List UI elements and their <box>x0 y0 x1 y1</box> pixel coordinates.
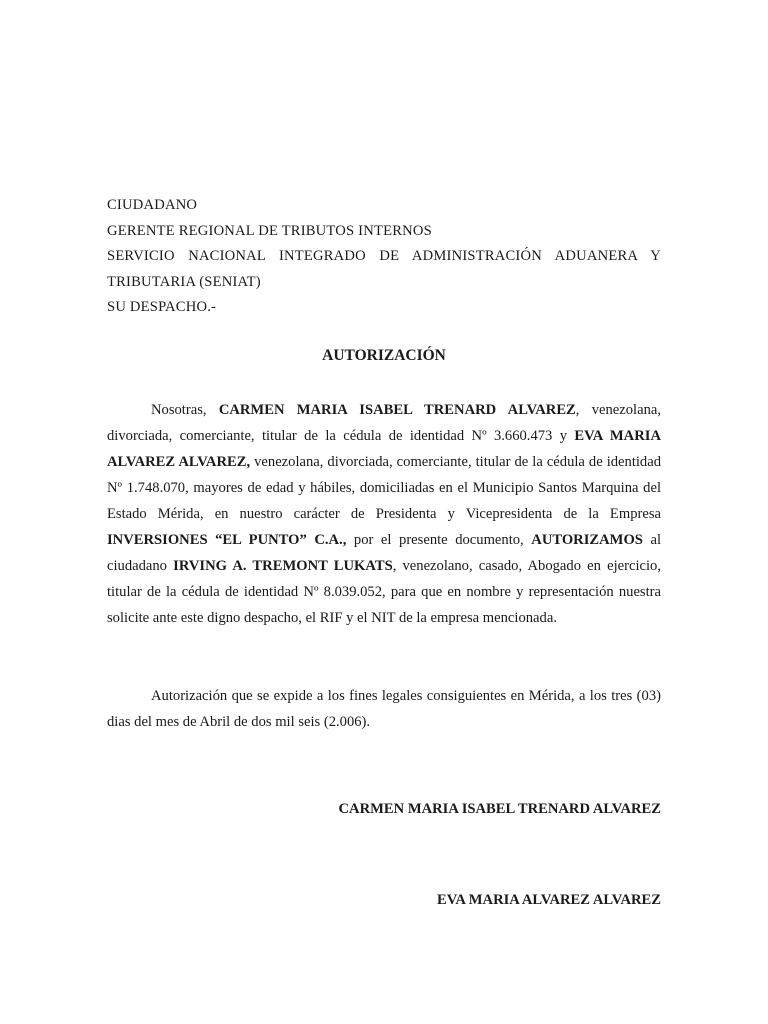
addressee-line-1: CIUDADANO <box>107 197 198 213</box>
addressee-line-5: SU DESPACHO.- <box>107 299 217 316</box>
signature-eva: EVA MARIA ALVAREZ ALVAREZ <box>437 892 661 908</box>
addressee-line-2: GERENTE REGIONAL DE TRIBUTOS INTERNOS <box>107 222 432 239</box>
p1-name-irving: IRVING A. TREMONT LUKATS <box>173 558 393 574</box>
p1-text-a: Nosotras, <box>151 402 219 418</box>
addressee-line-4: TRIBUTARIA (SENIAT) <box>107 273 261 290</box>
addressee-line-3: SERVICIO NACIONAL INTEGRADO DE ADMINISTRACIÓN ADUANERA Y <box>107 248 661 265</box>
p1-name-eva: EVA MARIA ALVAREZ ALVAREZ, <box>107 428 661 470</box>
p1-company-name: INVERSIONES “EL PUNTO” C.A., <box>107 532 347 548</box>
p1-text-d: por el presente documento, <box>346 532 532 548</box>
p1-text-c: venezolana, divorciada, comerciante, titular de la cédula de identidad Nº 1.748.070, mayores de edad y hábiles, domiciliadas en el Municipio Santos Marquina del Estado Mérida, en nuestro carácter de Presidenta y Vicepresidenta de la Empresa <box>107 454 661 522</box>
p1-verb-autorizamos: AUTORIZAMOS <box>531 532 643 548</box>
signature-carmen: CARMEN MARIA ISABEL TRENARD ALVAREZ <box>338 801 661 817</box>
addressee-block <box>107 193 661 321</box>
p1-text-f: , venezolano, casado, Abogado en ejercicio, titular de la cédula de identidad Nº 8.039.052, para que en nombre y representación nuestra solicite ante este digno despacho, el RIF y el NIT de la empresa mencionada. <box>107 558 661 626</box>
document-title: AUTORIZACIÓN <box>322 347 446 364</box>
body-paragraph-2 <box>107 683 661 735</box>
p1-text-b: , venezolana, divorciada, comerciante, titular de la cédula de identidad Nº 3.660.473 y <box>107 402 661 444</box>
p2-text: Autorización que se expide a los fines legales consiguientes en Mérida, a los tres (03) dias del mes de Abril de dos mil seis (2.006). <box>107 688 661 730</box>
body-paragraph-1 <box>107 397 661 631</box>
p1-name-carmen: CARMEN MARIA ISABEL TRENARD ALVAREZ <box>218 402 576 418</box>
p1-text-e: al ciudadano <box>107 532 662 574</box>
